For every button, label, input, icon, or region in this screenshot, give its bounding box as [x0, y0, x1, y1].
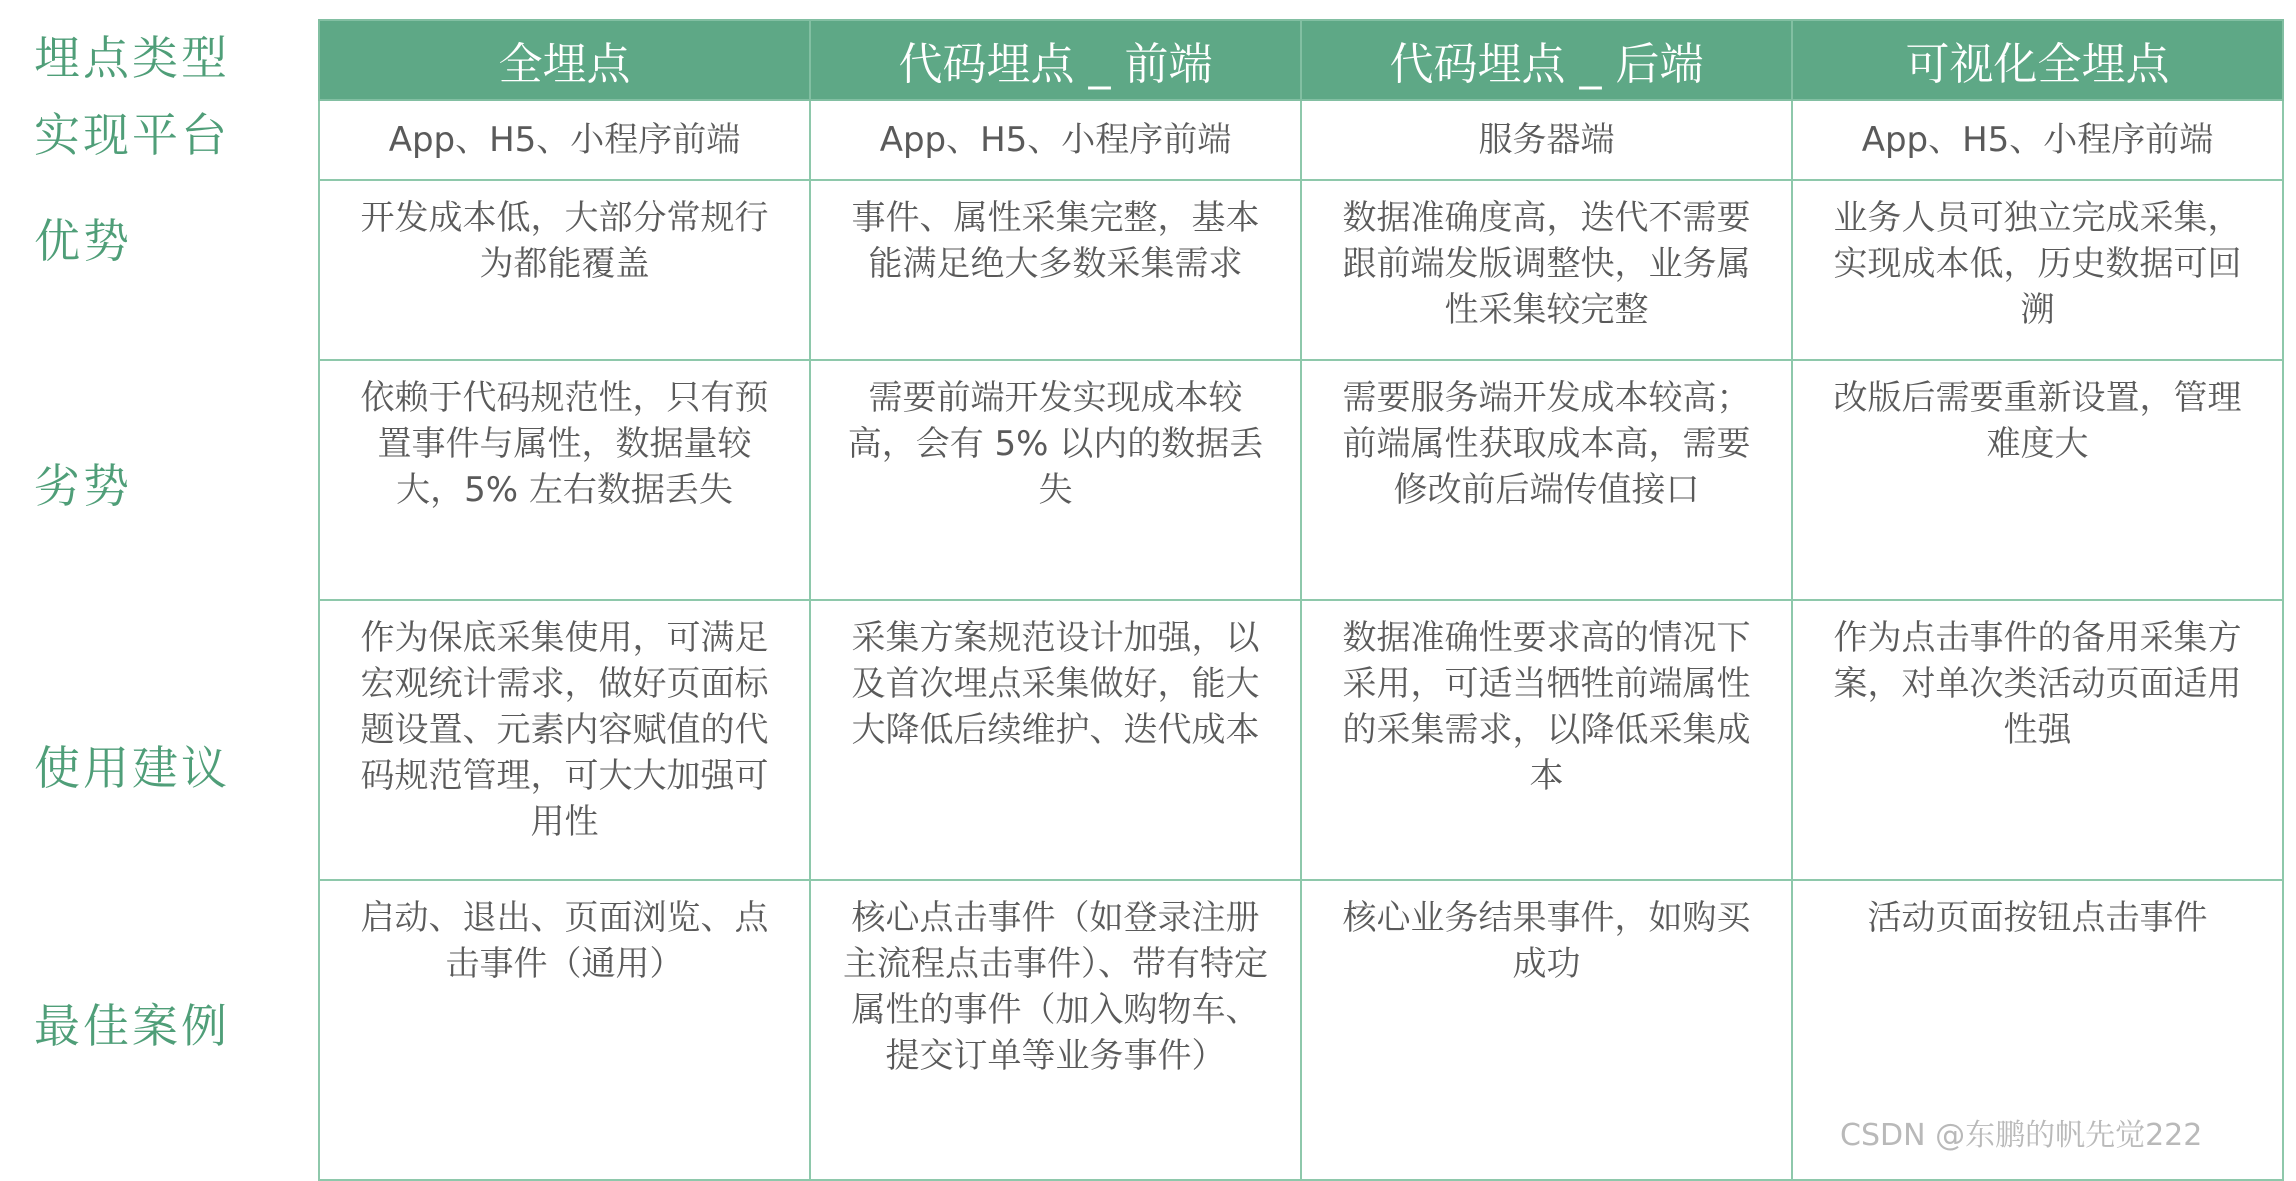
watermark-text: CSDN @东鹏的帆先觉222: [1840, 1118, 2203, 1153]
row-label-suggestions: 使用建议: [34, 741, 230, 795]
row-label-best-cases: 最佳案例: [34, 999, 230, 1053]
row-label-type: 埋点类型: [34, 31, 230, 85]
table-cell: 作为保底采集使用，可满足宏观统计需求，做好页面标题设置、元素内容赋值的代码规范管理，可大大加强可用性: [319, 600, 810, 880]
table-cell: 数据准确性要求高的情况下采用，可适当牺牲前端属性的采集需求，以降低采集成本: [1301, 600, 1792, 880]
row-label-platform: 实现平台: [34, 108, 230, 162]
table-row-disadvantages: [319, 360, 2283, 600]
table-cell: 服务器端: [1301, 100, 1792, 180]
table-cell: 核心点击事件（如登录注册主流程点击事件）、带有特定属性的事件（加入购物车、提交订单等业务事件）: [810, 880, 1301, 1180]
table-cell: 采集方案规范设计加强，以及首次埋点采集做好，能大大降低后续维护、迭代成本: [810, 600, 1301, 880]
column-header: 代码埋点 _ 后端: [1301, 20, 1792, 100]
comparison-table: [318, 19, 2284, 1181]
table-row-platform: [319, 100, 2283, 180]
column-header: 可视化全埋点: [1792, 20, 2283, 100]
table-cell: 依赖于代码规范性，只有预置事件与属性，数据量较大，5% 左右数据丢失: [319, 360, 810, 600]
table-cell: 启动、退出、页面浏览、点击事件（通用）: [319, 880, 810, 1180]
table-cell: 作为点击事件的备用采集方案，对单次类活动页面适用性强: [1792, 600, 2283, 880]
table-cell: 活动页面按钮点击事件: [1792, 880, 2283, 1180]
row-label-advantages: 优势: [34, 214, 132, 268]
table-cell: 核心业务结果事件，如购买成功: [1301, 880, 1792, 1180]
column-header: 代码埋点 _ 前端: [810, 20, 1301, 100]
table-cell: App、H5、小程序前端: [319, 100, 810, 180]
table-cell: 业务人员可独立完成采集，实现成本低，历史数据可回溯: [1792, 180, 2283, 360]
table-cell: 改版后需要重新设置，管理难度大: [1792, 360, 2283, 600]
table-row-advantages: [319, 180, 2283, 360]
row-label-disadvantages: 劣势: [34, 459, 132, 513]
table-cell: 开发成本低，大部分常规行为都能覆盖: [319, 180, 810, 360]
table-header-row: [319, 20, 2283, 100]
table-cell: App、H5、小程序前端: [1792, 100, 2283, 180]
table-row-suggestions: [319, 600, 2283, 880]
column-header: 全埋点: [319, 20, 810, 100]
table-cell: 需要前端开发实现成本较高，会有 5% 以内的数据丢失: [810, 360, 1301, 600]
row-label-column: [0, 0, 318, 1130]
table-cell: 事件、属性采集完整，基本能满足绝大多数采集需求: [810, 180, 1301, 360]
table-cell: 数据准确度高，迭代不需要跟前端发版调整快，业务属性采集较完整: [1301, 180, 1792, 360]
table-cell: 需要服务端开发成本较高；前端属性获取成本高，需要修改前后端传值接口: [1301, 360, 1792, 600]
table-cell: App、H5、小程序前端: [810, 100, 1301, 180]
